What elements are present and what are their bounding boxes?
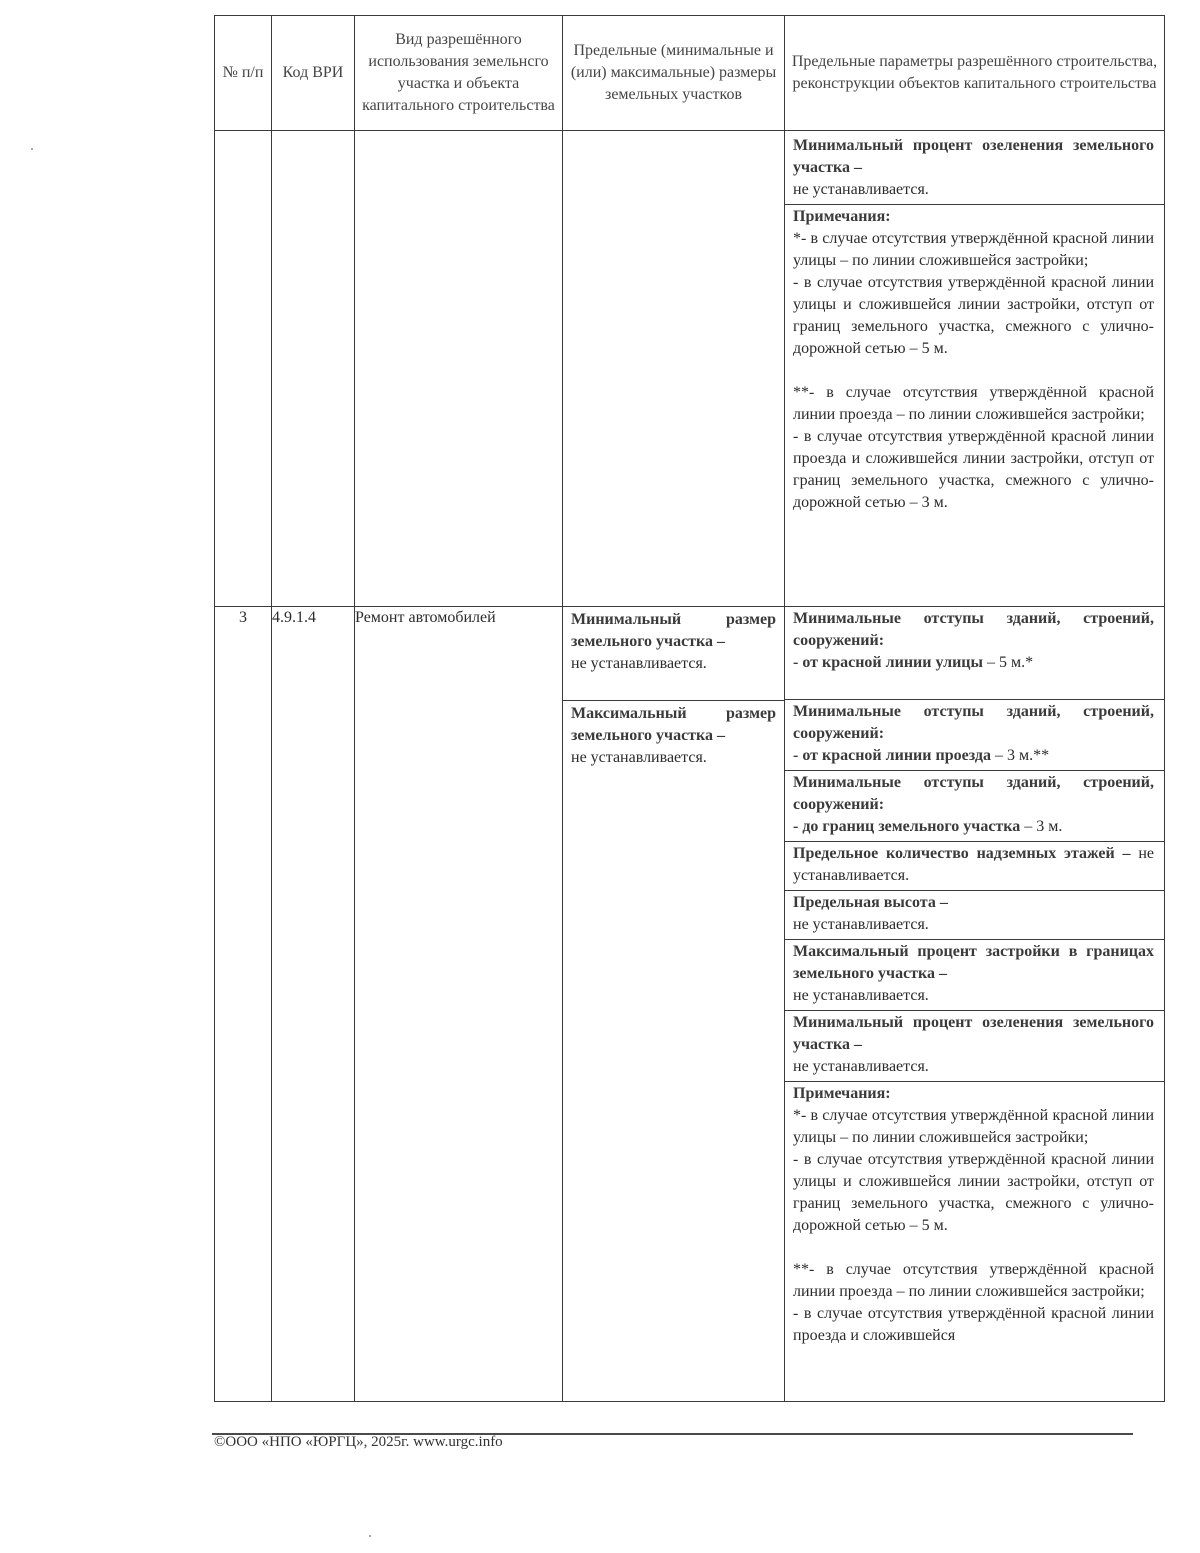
param-green-percent (785, 1011, 1164, 1082)
param-green-title: Минимальный процент озеленения земельного участка – (793, 1014, 1154, 1053)
header-num: № п/п (215, 16, 272, 131)
notes-row3-p3: **- в случае отсутствия утверждённой красной линии проезда – по линии сложившейся застройки; (793, 1261, 1154, 1300)
cell-num-empty (215, 131, 272, 607)
max-size-value: не устанавливается. (571, 749, 707, 766)
param-build-value: не устанавливается. (793, 987, 929, 1004)
param-floors (785, 842, 1164, 891)
scan-speck (369, 1535, 371, 1537)
param-build-percent (785, 940, 1164, 1011)
param-street-title: Минимальные отступы зданий, строений, сооружений: (793, 610, 1154, 649)
param-border-setback (785, 771, 1164, 842)
param-border-value: – 3 м. (1020, 818, 1063, 835)
max-size-title: Максимальный размер земельного участка – (571, 705, 776, 744)
notes-row3-title: Примечания: (793, 1085, 891, 1102)
header-code: Код ВРИ (272, 16, 355, 131)
notes-row3-p2: - в случае отсутствия утверждённой красной линии улицы и сложившейся линии застройки, отступ от границ земельного участка, смежного с улично-дорожной сетью – 5 м. (793, 1151, 1154, 1234)
notes-row3-spacer (793, 1237, 1154, 1259)
param-green-cont-value: не устанавливается. (793, 181, 929, 198)
cell-row-number: 3 (215, 607, 272, 1402)
cell-sizes (563, 607, 785, 1402)
param-drive-title: Минимальные отступы зданий, строений, сооружений: (793, 703, 1154, 742)
param-street-value: – 5 м.* (983, 654, 1034, 671)
header-sizes: Предельные (минимальные и (или) максимальные) размеры земельных участков (563, 16, 785, 131)
param-green-cont-title: Минимальный процент озеленения земельного участка – (793, 137, 1154, 176)
cell-params (785, 607, 1165, 1402)
notes-cont-spacer (793, 360, 1154, 382)
param-floors-value: не устанавливается. (793, 845, 1154, 884)
param-drive-line: - от красной линии проезда (793, 747, 991, 764)
param-build-title: Максимальный процент застройки в границах земельного участка – (793, 943, 1154, 982)
cell-use-name: Ремонт автомобилей (355, 607, 563, 1402)
notes-cont (785, 205, 1164, 517)
header-use: Вид разрешённого использования земельнсго участка и объекта капитального строительства (355, 16, 563, 131)
min-size-title: Минимальный размер земельного участка – (571, 611, 776, 650)
param-drive-setback (785, 700, 1164, 771)
notes-cont-p3: **- в случае отсутствия утверждённой красной линии проезда – по линии сложившейся застройки; (793, 384, 1154, 423)
param-street-setback (785, 607, 1164, 700)
param-border-title: Минимальные отступы зданий, строений, сооружений: (793, 774, 1154, 813)
header-params: Предельные параметры разрешённого строительства, реконструкции объектов капитального строительства (785, 16, 1165, 131)
notes-cont-p1: *- в случае отсутствия утверждённой красной линии улицы – по линии сложившейся застройки; (793, 230, 1154, 269)
param-green-value: не устанавливается. (793, 1058, 929, 1075)
table-row-3 (215, 607, 1165, 1402)
table-row-continued (215, 131, 1165, 607)
param-height (785, 891, 1164, 940)
min-size-box (563, 607, 784, 701)
param-height-value: не устанавливается. (793, 916, 929, 933)
min-size-value: не устанавливается. (571, 655, 707, 672)
notes-row3-p1: *- в случае отсутствия утверждённой красной линии улицы – по линии сложившейся застройки; (793, 1107, 1154, 1146)
max-size-box (563, 701, 784, 794)
notes-cont-p2: - в случае отсутствия утверждённой красной линии улицы и сложившейся линии застройки, отступ от границ земельного участка, смежного с улично-дорожной сетью – 5 м. (793, 274, 1154, 357)
param-height-title: Предельная высота – (793, 894, 948, 911)
param-street-line: - от красной линии улицы (793, 654, 983, 671)
cell-params-continued (785, 131, 1165, 607)
cell-vri-code: 4.9.1.4 (272, 607, 355, 1402)
notes-row3 (785, 1082, 1164, 1350)
scan-speck (31, 148, 33, 150)
cell-use-empty (355, 131, 563, 607)
table-header-row (215, 16, 1165, 131)
zoning-table (214, 15, 1165, 1402)
param-floors-title: Предельное количество надземных этажей – (793, 845, 1131, 862)
param-green-cont (785, 131, 1164, 205)
notes-cont-title: Примечания: (793, 208, 891, 225)
notes-row3-p4: - в случае отсутствия утверждённой красной линии проезда и сложившейся (793, 1305, 1154, 1344)
cell-size-empty (563, 131, 785, 607)
param-border-line: - до границ земельного участка (793, 818, 1021, 835)
cell-code-empty (272, 131, 355, 607)
param-drive-value: – 3 м.** (990, 747, 1050, 764)
notes-cont-p4: - в случае отсутствия утверждённой красной линии проезда и сложившейся линии застройки, отступ от границ земельного участка, смежного с улично-дорожной сетью – 3 м. (793, 428, 1154, 511)
footer-copyright: ©ООО «НПО «ЮРГЦ», 2025г. www.urgc.info (214, 1434, 503, 1450)
